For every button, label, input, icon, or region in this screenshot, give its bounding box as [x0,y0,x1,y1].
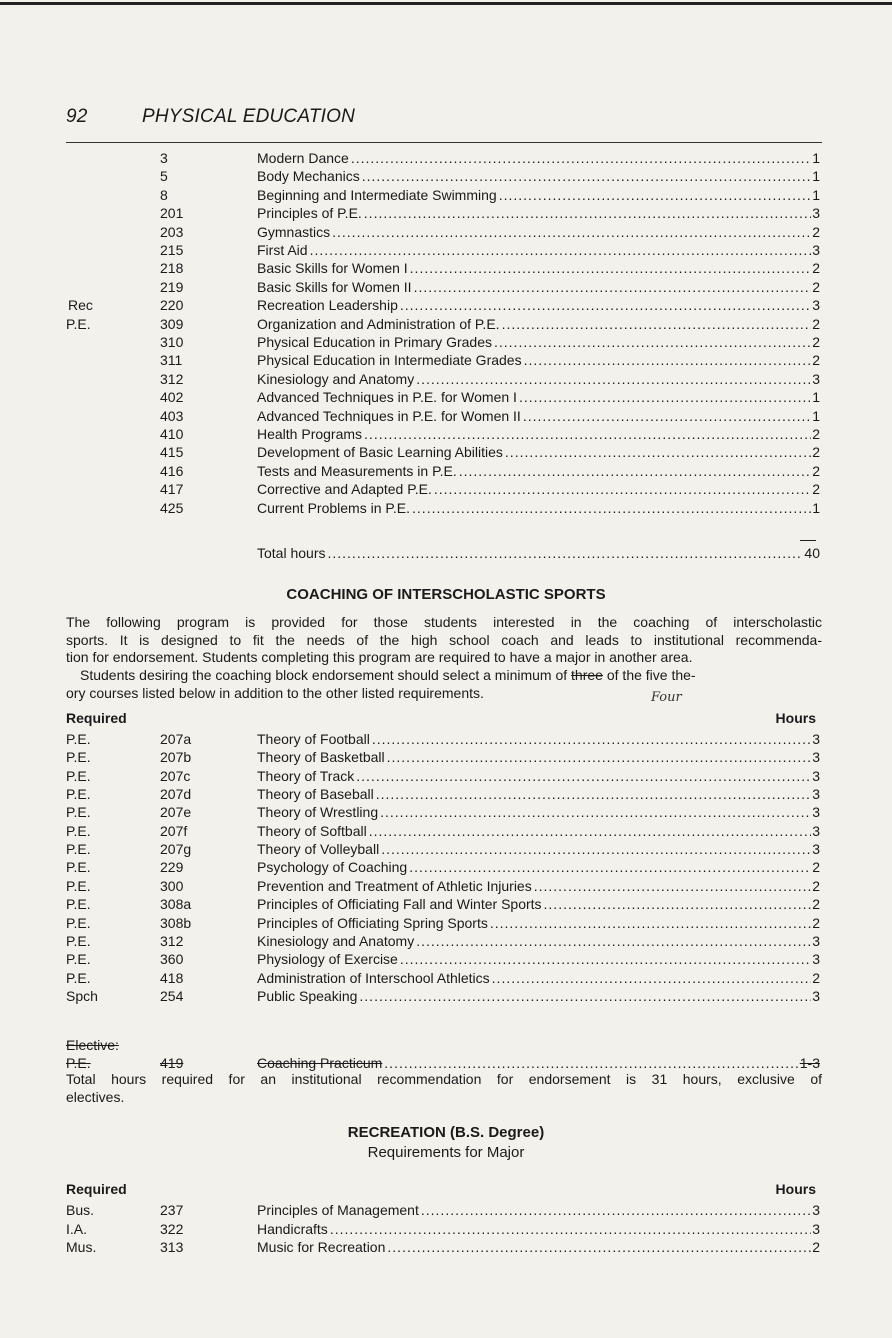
course-dept: P.E. [66,315,91,332]
course-hours: 2 [812,315,820,332]
course-number: 313 [160,1239,184,1255]
coaching-intro-line: sports. It is designed to fit the needs of the high school coach and leads to institutional recommenda- [66,631,822,648]
course-hours: 1 [812,150,820,166]
course-title: Kinesiology and Anatomy [257,932,415,949]
course-title: Physical Education in Primary Grades [257,334,492,350]
course-row [0,748,892,766]
course-title: Administration of Interschool Athletics [257,969,490,986]
course-title: Modern Dance [257,150,349,166]
elective-label: Elective: [66,1037,119,1053]
course-number: 311 [160,352,183,369]
course-dept: P.E. [66,822,91,839]
course-hours: 1 [812,407,820,424]
course-row [0,149,892,167]
course-number: 360 [160,951,184,968]
course-number: 203 [160,223,184,240]
running-title: PHYSICAL EDUCATION [142,106,355,127]
course-hours: 2 [812,444,820,461]
course-row [0,822,892,840]
course-row [0,895,892,913]
course-number: 207g [160,841,192,858]
course-hours: 2 [812,223,820,240]
course-number: 419 [160,1055,184,1071]
course-hours: 3 [812,370,820,387]
course-number: 229 [160,859,184,876]
course-title: Tests and Measurements in P.E. [257,462,457,479]
course-number: 215 [160,242,184,258]
course-row [0,914,892,932]
course-dept: P.E. [66,914,91,931]
coaching-intro-line: tion for endorsement. Students completing this program are required to have a major in another area. [66,649,693,665]
recreation-hours-label: Hours [775,1181,816,1197]
course-title: Health Programs [257,426,363,442]
course-hours: 2 [812,859,820,876]
course-dept: P.E. [66,1055,91,1071]
course-number: 218 [160,260,184,277]
coaching-selection-line: ory courses listed below in addition to the other listed requirements. [66,684,484,701]
course-row [0,1220,892,1238]
course-title: Advanced Techniques in P.E. for Women II [257,407,521,424]
course-hours: 3 [812,1220,820,1237]
course-number: 207f [160,822,188,839]
course-hours: 2 [812,260,820,277]
course-number: 308b [160,914,192,931]
course-title: Kinesiology and Anatomy [257,370,415,387]
course-number: 5 [160,168,168,185]
course-number: 207b [160,749,192,766]
course-number: 416 [160,462,184,479]
course-number: 207a [160,731,192,747]
course-number: 403 [160,407,184,424]
course-number: 300 [160,877,184,894]
coaching-hours-label: Hours [775,710,816,726]
coaching-total-paragraph [66,1071,822,1106]
coaching-heading: COACHING OF INTERSCHOLASTIC SPORTS [286,586,606,603]
course-row [0,388,892,406]
top-border-rule [0,2,892,5]
total-hours-label: Total hours [257,545,326,561]
course-number: 417 [160,481,184,498]
course-hours: 2 [812,426,820,442]
course-hours: 3 [812,822,820,839]
course-dept: P.E. [66,932,91,949]
course-title: Organization and Administration of P.E. [257,315,500,332]
course-hours: 3 [812,1202,820,1218]
course-number: 237 [160,1202,184,1218]
course-row [0,987,892,1005]
course-dept: P.E. [66,969,91,986]
course-number: 410 [160,426,184,442]
course-dept: P.E. [66,786,91,803]
course-row [0,223,892,241]
course-row [0,730,892,748]
course-dept: P.E. [66,804,91,821]
course-title: Corrective and Adapted P.E. [257,481,432,498]
course-row [0,351,892,369]
course-title: Body Mechanics [257,168,360,185]
selection-text-end: of the five the- [606,667,696,683]
course-row [0,443,892,461]
course-title: Basic Skills for Women II [257,278,412,295]
course-number: 220 [160,297,184,314]
course-number: 308a [160,896,192,913]
course-title: Prevention and Treatment of Athletic Injuries [257,877,532,894]
course-title: Psychology of Coaching [257,859,408,876]
course-hours: 2 [812,334,820,350]
course-number: 418 [160,969,184,986]
course-hours: 3 [812,932,820,949]
course-hours: 2 [812,278,820,295]
course-dept: P.E. [66,951,91,968]
course-dept: P.E. [66,896,91,913]
course-hours: 3 [812,767,820,784]
course-row [0,462,892,480]
course-row [0,370,892,388]
course-title: Basic Skills for Women I [257,260,408,277]
course-hours: 1 [812,168,820,185]
course-row [0,480,892,498]
course-row [0,241,892,259]
elective-course-row [0,1054,892,1072]
course-number: 201 [160,205,184,222]
course-hours: 3 [812,786,820,803]
course-hours: 2 [812,352,820,369]
course-hours: 3 [812,205,820,222]
coaching-total-line: electives. [66,1088,125,1105]
course-title: Gymnastics [257,223,331,240]
course-row [0,932,892,950]
course-title: Principles of Officiating Spring Sports [257,914,488,931]
course-title: Theory of Softball [257,822,367,839]
course-dept: Bus. [66,1202,95,1218]
course-row [0,186,892,204]
course-row [0,296,892,314]
course-hours: 3 [812,242,820,258]
coaching-intro-line: The following program is provided for those students interested in the coaching of interscholastic [66,614,822,630]
recreation-heading: RECREATION (B.S. Degree) [347,1124,545,1141]
course-title: Theory of Football [257,731,370,747]
page-header [66,106,355,128]
course-number: 415 [160,444,184,461]
course-hours: 1 [812,186,820,203]
course-title: Music for Recreation [257,1239,386,1255]
course-title: Theory of Basketball [257,749,385,766]
course-number: 310 [160,334,184,350]
course-title: Coaching Practicum [257,1055,383,1071]
course-row [0,315,892,333]
course-hours: 3 [812,297,820,314]
course-title: Principles of Officiating Fall and Winter Sports [257,896,542,913]
course-number: 312 [160,370,184,387]
course-number: 3 [160,150,168,166]
course-hours: 3 [812,951,820,968]
course-hours: 1-3 [799,1055,820,1071]
course-hours: 3 [812,731,820,747]
course-number: 207e [160,804,192,821]
course-title: Theory of Baseball [257,786,374,803]
course-row [0,969,892,987]
course-dept: P.E. [66,767,91,784]
course-hours: 3 [812,749,820,766]
course-dept: P.E. [66,877,91,894]
course-dept: P.E. [66,731,91,747]
course-hours: 1 [812,499,820,516]
course-number: 402 [160,389,184,406]
course-row [0,877,892,895]
course-number: 312 [160,932,184,949]
course-row [0,785,892,803]
course-hours: 2 [812,896,820,913]
course-number: 254 [160,987,184,1004]
course-title: Physiology of Exercise [257,951,398,968]
recreation-required-label: Required [66,1181,127,1197]
course-hours: 2 [812,914,820,931]
course-row [0,407,892,425]
course-row [0,767,892,785]
course-hours: 2 [812,877,820,894]
course-row [0,950,892,968]
course-title: Theory of Volleyball [257,841,380,858]
course-hours: 1 [812,389,820,406]
course-hours: 3 [812,987,820,1004]
course-number: 322 [160,1220,184,1237]
course-row [0,204,892,222]
course-row [0,858,892,876]
course-title: Principles of Management [257,1202,419,1218]
course-title: Current Problems in P.E. [257,499,411,516]
course-row [0,259,892,277]
course-title: Beginning and Intermediate Swimming [257,186,497,203]
selection-text-start: Students desiring the coaching block endorsement should select a minimum of [80,667,568,683]
course-title: Handicrafts [257,1220,328,1237]
course-dept: P.E. [66,749,91,766]
course-title: Recreation Leadership [257,297,398,314]
course-title: First Aid [257,242,308,258]
course-title: Public Speaking [257,987,358,1004]
course-number: 207c [160,767,191,784]
handwritten-correction: Four [651,690,682,705]
page-number: 92 [66,106,88,127]
course-hours: 3 [812,804,820,821]
recreation-subheading: Requirements for Major [367,1144,525,1161]
course-row [0,499,892,517]
course-title: Advanced Techniques in P.E. for Women I [257,389,517,406]
course-row [0,803,892,821]
struck-word-three: three [571,667,603,683]
course-title: Theory of Track [257,767,355,784]
course-dept: Spch [66,987,98,1004]
course-number: 8 [160,186,168,203]
course-number: 309 [160,315,184,332]
header-rule [66,142,822,143]
course-row [0,1238,892,1256]
course-row [0,167,892,185]
course-dept: P.E. [66,841,91,858]
course-title: Principles of P.E. [257,205,362,222]
coaching-required-label: Required [66,710,127,726]
total-hours-row [0,544,892,562]
course-number: 425 [160,499,184,516]
course-hours: 3 [812,841,820,858]
course-dept: I.A. [66,1220,88,1237]
course-row [0,840,892,858]
course-row [0,333,892,351]
course-row [0,1201,892,1219]
elective-label-row [0,1036,892,1054]
course-row [0,278,892,296]
course-dept: Mus. [66,1239,97,1255]
course-title: Theory of Wrestling [257,804,379,821]
coaching-intro-paragraph [66,614,822,667]
coaching-selection-paragraph [66,667,822,702]
course-row [0,425,892,443]
course-hours: 2 [812,481,820,498]
course-hours: 2 [812,969,820,986]
course-hours: 2 [812,462,820,479]
total-hours-value: 40 [804,545,820,561]
coaching-total-line: Total hours required for an institutional recommendation for endorsement is 31 hours, exclusive of [66,1071,822,1087]
course-hours: 2 [812,1239,820,1255]
course-number: 219 [160,278,184,295]
course-title: Development of Basic Learning Abilities [257,444,503,461]
coaching-selection-line [66,667,822,685]
course-title: Physical Education in Intermediate Grades [257,352,522,369]
course-dept: Rec [68,297,93,314]
course-number: 207d [160,786,192,803]
course-dept: P.E. [66,859,91,876]
total-underline [800,540,816,541]
